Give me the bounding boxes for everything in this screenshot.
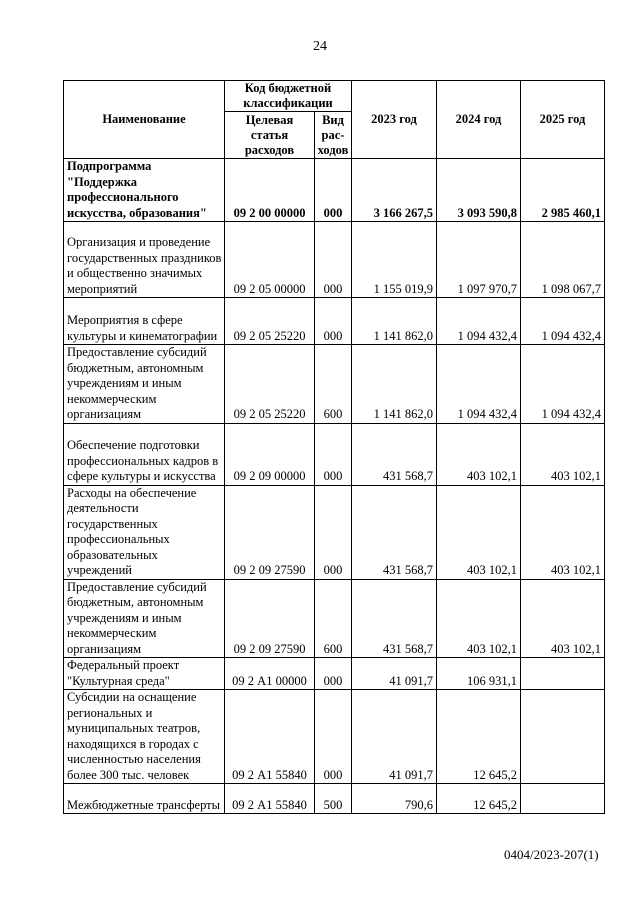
- table-row: [64, 690, 605, 784]
- row-code: 09 2 05 00000: [225, 222, 315, 298]
- table-row: [64, 159, 605, 222]
- row-code: 09 2 05 25220: [225, 345, 315, 424]
- row-value-2023: 41 091,7: [352, 690, 437, 784]
- row-value-2025: [521, 784, 605, 814]
- row-value-2025: [521, 690, 605, 784]
- row-name: Предоставление субсидий бюджетным, автономным учреждениям и иным некоммерческим организациям: [64, 579, 225, 658]
- row-expense-type: 600: [315, 579, 352, 658]
- row-expense-type: 000: [315, 222, 352, 298]
- page-number: 24: [313, 39, 327, 54]
- budget-table: [63, 80, 605, 814]
- table-row: [64, 423, 605, 485]
- row-name: Субсидии на оснащение региональных и муниципальных театров, находящихся в городах с численностью населения более 300 тыс. человек: [64, 690, 225, 784]
- row-value-2025: 1 094 432,4: [521, 298, 605, 345]
- row-name: Федеральный проект "Культурная среда": [64, 658, 225, 690]
- header-name: Наименование: [64, 81, 225, 159]
- row-value-2023: 790,6: [352, 784, 437, 814]
- row-expense-type: 600: [315, 345, 352, 424]
- row-value-2023: 431 568,7: [352, 579, 437, 658]
- row-expense-type: 500: [315, 784, 352, 814]
- row-value-2024: 403 102,1: [437, 579, 521, 658]
- header-2024: 2024 год: [437, 81, 521, 159]
- row-expense-type: 000: [315, 298, 352, 345]
- row-name: Обеспечение подготовки профессиональных кадров в сфере культуры и искусства: [64, 423, 225, 485]
- header-2025: 2025 год: [521, 81, 605, 159]
- row-value-2023: 3 166 267,5: [352, 159, 437, 222]
- row-code: 09 2 09 27590: [225, 485, 315, 579]
- row-name: Межбюджетные трансферты: [64, 784, 225, 814]
- row-value-2024: 106 931,1: [437, 658, 521, 690]
- row-value-2024: 12 645,2: [437, 690, 521, 784]
- table-row: [64, 579, 605, 658]
- row-name: Организация и проведение государственных праздников и общественно значимых мероприятий: [64, 222, 225, 298]
- row-value-2025: 2 985 460,1: [521, 159, 605, 222]
- row-value-2023: 1 141 862,0: [352, 298, 437, 345]
- row-value-2023: 1 155 019,9: [352, 222, 437, 298]
- row-value-2025: 403 102,1: [521, 485, 605, 579]
- table-row: [64, 222, 605, 298]
- row-code: 09 2 А1 55840: [225, 784, 315, 814]
- row-value-2025: 1 098 067,7: [521, 222, 605, 298]
- row-expense-type: 000: [315, 690, 352, 784]
- row-code: 09 2 09 27590: [225, 579, 315, 658]
- row-value-2023: 431 568,7: [352, 423, 437, 485]
- header-2023: 2023 год: [352, 81, 437, 159]
- row-code: 09 2 09 00000: [225, 423, 315, 485]
- row-expense-type: 000: [315, 423, 352, 485]
- table-row: [64, 658, 605, 690]
- document-code: 0404/2023-207(1): [504, 847, 599, 862]
- table-row: [64, 485, 605, 579]
- table-row: [64, 784, 605, 814]
- row-code: 09 2 00 00000: [225, 159, 315, 222]
- row-value-2023: 41 091,7: [352, 658, 437, 690]
- row-value-2025: 403 102,1: [521, 579, 605, 658]
- row-value-2024: 1 094 432,4: [437, 298, 521, 345]
- row-name: Предоставление субсидий бюджетным, автономным учреждениям и иным некоммерческим организациям: [64, 345, 225, 424]
- row-code: 09 2 А1 00000: [225, 658, 315, 690]
- row-value-2024: 3 093 590,8: [437, 159, 521, 222]
- row-expense-type: 000: [315, 159, 352, 222]
- row-value-2023: 431 568,7: [352, 485, 437, 579]
- table-row: [64, 298, 605, 345]
- row-code: 09 2 05 25220: [225, 298, 315, 345]
- row-value-2024: 403 102,1: [437, 423, 521, 485]
- row-value-2023: 1 141 862,0: [352, 345, 437, 424]
- row-name: Мероприятия в сфере культуры и кинематографии: [64, 298, 225, 345]
- row-value-2024: 403 102,1: [437, 485, 521, 579]
- row-value-2024: 12 645,2: [437, 784, 521, 814]
- table-row: [64, 345, 605, 424]
- row-value-2024: 1 097 970,7: [437, 222, 521, 298]
- row-name: Подпрограмма "Поддержка профессионального искусства, образования": [64, 159, 225, 222]
- header-target-article: Целевая статья расходов: [225, 112, 315, 159]
- row-value-2025: 403 102,1: [521, 423, 605, 485]
- row-value-2025: [521, 658, 605, 690]
- row-code: 09 2 А1 55840: [225, 690, 315, 784]
- row-name: Расходы на обеспечение деятельности государственных профессиональных образовательных учреждений: [64, 485, 225, 579]
- row-value-2025: 1 094 432,4: [521, 345, 605, 424]
- header-expense-type: Вид рас-ходов: [315, 112, 352, 159]
- header-code-group: Код бюджетной классификации: [225, 81, 352, 112]
- row-expense-type: 000: [315, 658, 352, 690]
- row-value-2024: 1 094 432,4: [437, 345, 521, 424]
- row-expense-type: 000: [315, 485, 352, 579]
